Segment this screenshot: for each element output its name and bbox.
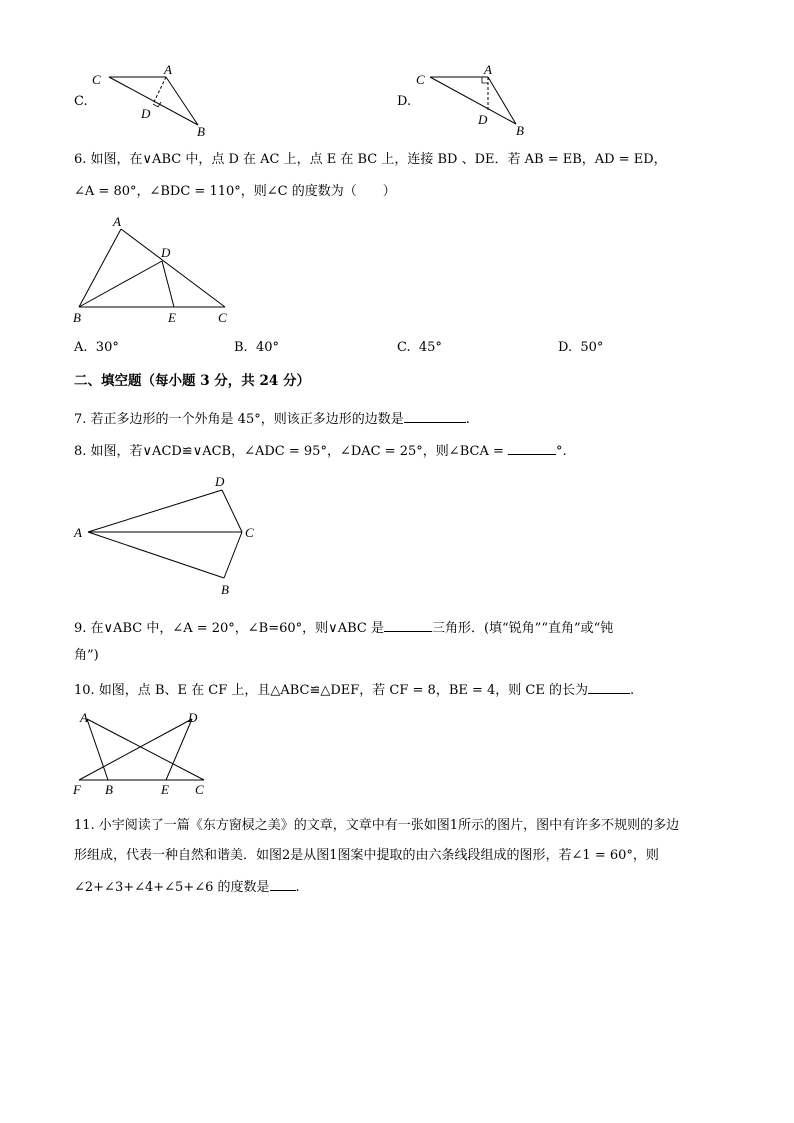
option-d-figure: [412, 60, 542, 142]
q8-label-a: A: [74, 525, 82, 540]
q11-line2: 形组成，代表一种自然和谐美．如图2是从图1图案中提取的由六条线段组成的图形，若∠1 = 60°，则: [74, 848, 659, 863]
q8-label-c: C: [245, 525, 254, 540]
q8-label-d: D: [215, 474, 225, 489]
q10-figure: [68, 708, 218, 800]
q10-label-f: F: [73, 782, 81, 797]
option-c-figure: [88, 60, 218, 142]
section-2-heading: 二、填空题（每小题 3 分，共 24 分）: [74, 373, 310, 389]
q11-line1: 11. 小宇阅读了一篇《东方窗棂之美》的文章，文章中有一张如图1所示的图片，图中有许多不规则的多边: [74, 818, 680, 833]
option-d-label-c: C: [416, 72, 425, 87]
q6-label-d: D: [161, 245, 171, 260]
option-c-label-d: D: [141, 106, 151, 121]
q6-option-c: C. 45°: [397, 340, 442, 355]
q6-label-a: A: [113, 214, 121, 229]
option-c-label-c: C: [92, 72, 101, 87]
q10-label-b: B: [105, 782, 113, 797]
q10-label-c: C: [195, 782, 204, 797]
q6-label-c: C: [218, 310, 227, 325]
q11-answer-blank[interactable]: [270, 878, 296, 891]
option-c-letter: C.: [74, 94, 88, 109]
q11-line3: ∠2+∠3+∠4+∠5+∠6 的度数是 .: [74, 880, 300, 895]
q6-option-b: B. 40°: [234, 340, 279, 355]
q10-label-a: A: [80, 710, 88, 725]
option-d-letter: D.: [397, 94, 412, 109]
q6-option-a: A. 30°: [74, 340, 119, 355]
option-d-label-a: A: [484, 62, 492, 77]
option-c-label-a: A: [164, 62, 172, 77]
q8-answer-blank[interactable]: [508, 442, 556, 455]
q7-answer-blank[interactable]: [404, 410, 466, 423]
q6-line2: ∠A = 80°，∠BDC = 110°，则∠C 的度数为（ ）: [74, 184, 396, 199]
q10-label-e: E: [161, 782, 169, 797]
q6-label-e: E: [168, 310, 176, 325]
q6-line1: 6. 如图，在∨ABC 中，点 D 在 AC 上，点 E 在 BC 上，连接 BD 、DE．若 AB = EB，AD = ED，: [74, 152, 667, 167]
q7-text: 7. 若正多边形的一个外角是 45°，则该正多边形的边数是 .: [74, 412, 470, 427]
q8-text: 8. 如图，若∨ACD≌∨ACB，∠ADC = 95°，∠DAC = 25°，则∠BCA = °.: [74, 444, 567, 459]
option-d-label-b: B: [516, 123, 524, 138]
q6-figure: [68, 210, 240, 328]
q6-label-b: B: [73, 310, 81, 325]
q9-line2: 角”): [74, 648, 99, 663]
q10-text: 10. 如图，点 B、E 在 CF 上，且△ABC≌△DEF，若 CF = 8，BE = 4，则 CE 的长为 .: [74, 683, 635, 698]
option-c-label-b: B: [197, 124, 205, 139]
q6-option-d: D. 50°: [558, 340, 604, 355]
q10-label-d: D: [188, 710, 198, 725]
q9-answer-blank[interactable]: [384, 619, 432, 632]
q8-figure: [70, 470, 270, 602]
q8-label-b: B: [221, 582, 229, 597]
q10-answer-blank[interactable]: [588, 681, 630, 694]
option-d-label-d: D: [478, 112, 488, 127]
q9-line1: 9. 在∨ABC 中，∠A = 20°，∠B=60°，则∨ABC 是 三角形．(填“锐角”“直角”或“钝: [74, 621, 614, 636]
